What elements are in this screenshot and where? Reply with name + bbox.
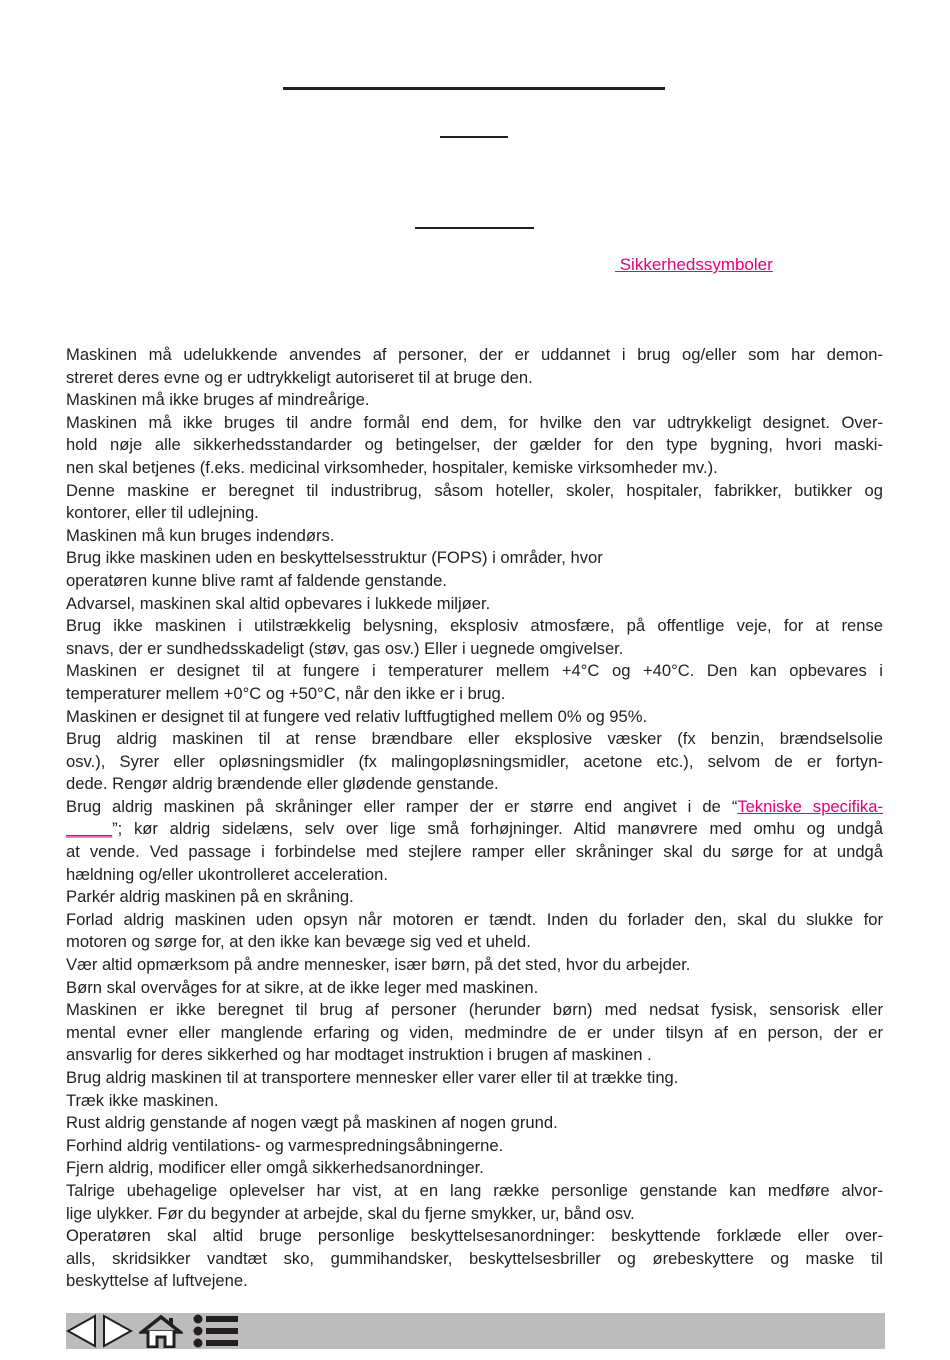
paragraph	[66, 706, 883, 729]
paragraph-line: snavs, der er sundhedsskadeligt (støv, gas osv.) Eller i uegnede omgivelser.	[66, 638, 624, 658]
paragraph-line: dede. Rengør aldrig brændende eller glødende genstande.	[66, 774, 499, 794]
paragraph-line: kontorer, eller til udlejning.	[66, 503, 259, 523]
title-rule	[283, 87, 665, 90]
paragraph	[66, 1090, 883, 1113]
paragraph	[66, 593, 883, 616]
paragraph-line: temperaturer mellem +0°C og +50°C, når den ikke er i brug.	[66, 683, 506, 703]
technical-specifications-link[interactable]: Tekniske specifika-	[737, 796, 883, 816]
paragraph	[66, 480, 883, 525]
paragraph-line: beskyttelse af luftvejene.	[66, 1271, 248, 1291]
paragraph-line: Vær altid opmærksom på andre mennesker, især børn, på det sted, hvor du arbejder.	[66, 955, 691, 975]
paragraph	[66, 412, 883, 480]
slope-line-4: hældning og/eller ukontrolleret acceleration.	[66, 864, 388, 884]
slope-line-2: _____”; kør aldrig sidelæns, selv over lige små forhøjninger. Altid manøvrere med omhu og undgå	[66, 819, 883, 839]
paragraph-line: ansvarlig for deres sikkerhed og har modtaget instruktion i brugen af maskinen .	[66, 1045, 652, 1065]
paragraph-line: nen skal betjenes (f.eks. medicinal virksomheder, hospitaler, kemiske virksomheder mv.).	[66, 457, 718, 477]
paragraph	[66, 886, 883, 909]
paragraph-line: Brug ikke maskinen uden en beskyttelsesstruktur (FOPS) i områder, hvor	[66, 548, 603, 568]
paragraph	[66, 570, 883, 593]
navigation-bar	[66, 1313, 885, 1349]
paragraph-line: Træk ikke maskinen.	[66, 1090, 219, 1110]
paragraph-line: Brug ikke maskinen i utilstrækkelig belysning, eksplosiv atmosfære, på offentlige veje, for at rense	[66, 616, 883, 636]
paragraph	[66, 1225, 883, 1293]
paragraph-line: Maskinen må ikke bruges af mindreårige.	[66, 390, 370, 410]
paragraph-line: Fjern aldrig, modificer eller omgå sikkerhedsanordninger.	[66, 1158, 484, 1178]
previous-page-icon[interactable]	[66, 1314, 98, 1348]
paragraph-line: streret deres evne og er udtrykkeligt autoriseret til at bruge den.	[66, 367, 533, 387]
paragraph-line: operatøren kunne blive ramt af faldende genstande.	[66, 570, 447, 590]
paragraph-line: motoren og sørge for, at den ikke kan bevæge sig ved et uheld.	[66, 932, 531, 952]
paragraph	[66, 547, 883, 570]
paragraph-line: Denne maskine er beregnet til industribrug, såsom hoteller, skoler, hospitaler, fabrikker, butikker og	[66, 480, 883, 500]
paragraph-line: Maskinen er ikke beregnet til brug af personer (herunder børn) med nedsat fysisk, sensorisk eller	[66, 1000, 883, 1020]
paragraph	[66, 954, 883, 977]
paragraph	[66, 389, 883, 412]
paragraph-line: lige ulykker. Før du begynder at arbejde, skal du fjerne smykker, ur, bånd osv.	[66, 1203, 635, 1223]
paragraph-line: Parkér aldrig maskinen på en skråning.	[66, 887, 354, 907]
slope-line-1: Brug aldrig maskinen på skråninger eller ramper der er større end angivet i de “Tekniske specifika-	[66, 796, 883, 816]
paragraph	[66, 344, 883, 389]
home-icon[interactable]	[139, 1314, 183, 1348]
paragraph-line: Talrige ubehagelige oplevelser har vist, at en lang række personlige genstande kan medføre alvor-	[66, 1180, 883, 1200]
safety-symbols-link[interactable]: Sikkerhedssymboler	[615, 255, 773, 274]
next-page-icon[interactable]	[101, 1314, 133, 1348]
paragraph-line: Maskinen er designet til at fungere ved relativ luftfugtighed mellem 0% og 95%.	[66, 706, 648, 726]
paragraph	[66, 909, 883, 954]
paragraph-line: Maskinen må kun bruges indendørs.	[66, 525, 335, 545]
slope-line-3: at vende. Ved passage i forbindelse med stejlere ramper eller skråninger skal du sørge for at undgå	[66, 842, 883, 862]
paragraph	[66, 1112, 883, 1135]
paragraph-line: Brug aldrig maskinen til at transportere mennesker eller varer eller til at trække ting.	[66, 1068, 679, 1087]
paragraph	[66, 660, 883, 705]
paragraph-line: Forlad aldrig maskinen uden opsyn når motoren er tændt. Inden du forlader den, skal du slukke for	[66, 909, 883, 929]
paragraph-line: Advarsel, maskinen skal altid opbevares i lukkede miljøer.	[66, 593, 491, 613]
paragraph	[66, 1067, 883, 1090]
paragraph	[66, 1180, 883, 1225]
subtitle-rule	[440, 136, 508, 138]
paragraph	[66, 525, 883, 548]
paragraph-line: alls, skridsikker vandtæt sko, gummihandsker, beskyttelsesbriller og ørebeskyttere og maske til	[66, 1248, 883, 1268]
paragraph-line: Maskinen må ikke bruges til andre formål end dem, for hvilke den var udtrykkeligt designet. Over-	[66, 412, 883, 432]
paragraph-line: osv.), Syrer eller opløsningsmidler (fx malingopløsningsmidler, acetone etc.), selvom de er fortyn-	[66, 751, 883, 771]
paragraph-line: hold nøje alle sikkerhedsstandarder og betingelser, der gælder for den type bygning, hvori maski-	[66, 435, 883, 455]
section-rule	[415, 227, 534, 229]
paragraph	[66, 1157, 883, 1180]
safety-instructions	[66, 344, 883, 1293]
paragraph-line: Forhind aldrig ventilations- og varmespredningsåbningerne.	[66, 1135, 504, 1155]
paragraph	[66, 1135, 883, 1158]
paragraph-line: mental evner eller manglende erfaring og viden, medmindre de er under tilsyn af en person, der er	[66, 1022, 883, 1042]
paragraph-group-before	[66, 344, 883, 796]
paragraph-line: Børn skal overvåges for at sikre, at de ikke leger med maskinen.	[66, 977, 539, 997]
paragraph-line: Maskinen må udelukkende anvendes af personer, der er uddannet i brug og/eller som har demon-	[66, 345, 883, 364]
technical-specifications-link-continued[interactable]: _____	[66, 819, 113, 839]
paragraph-group-after	[66, 886, 883, 1293]
slope-paragraph	[66, 796, 883, 886]
table-of-contents-icon[interactable]	[192, 1314, 240, 1348]
paragraph-line: Maskinen er designet til at fungere i temperaturer mellem +4°C og +40°C. Den kan opbevares i	[66, 661, 883, 681]
paragraph-line: Rust aldrig genstande af nogen vægt på maskinen af nogen grund.	[66, 1113, 558, 1133]
paragraph	[66, 728, 883, 796]
paragraph	[66, 999, 883, 1067]
paragraph-line: Operatøren skal altid bruge personlige beskyttelsesanordninger: beskyttende forklæde eller over-	[66, 1226, 883, 1246]
paragraph	[66, 615, 883, 660]
paragraph-line: Brug aldrig maskinen til at rense brændbare eller eksplosive væsker (fx benzin, brændselsolie	[66, 729, 883, 749]
paragraph	[66, 977, 883, 1000]
